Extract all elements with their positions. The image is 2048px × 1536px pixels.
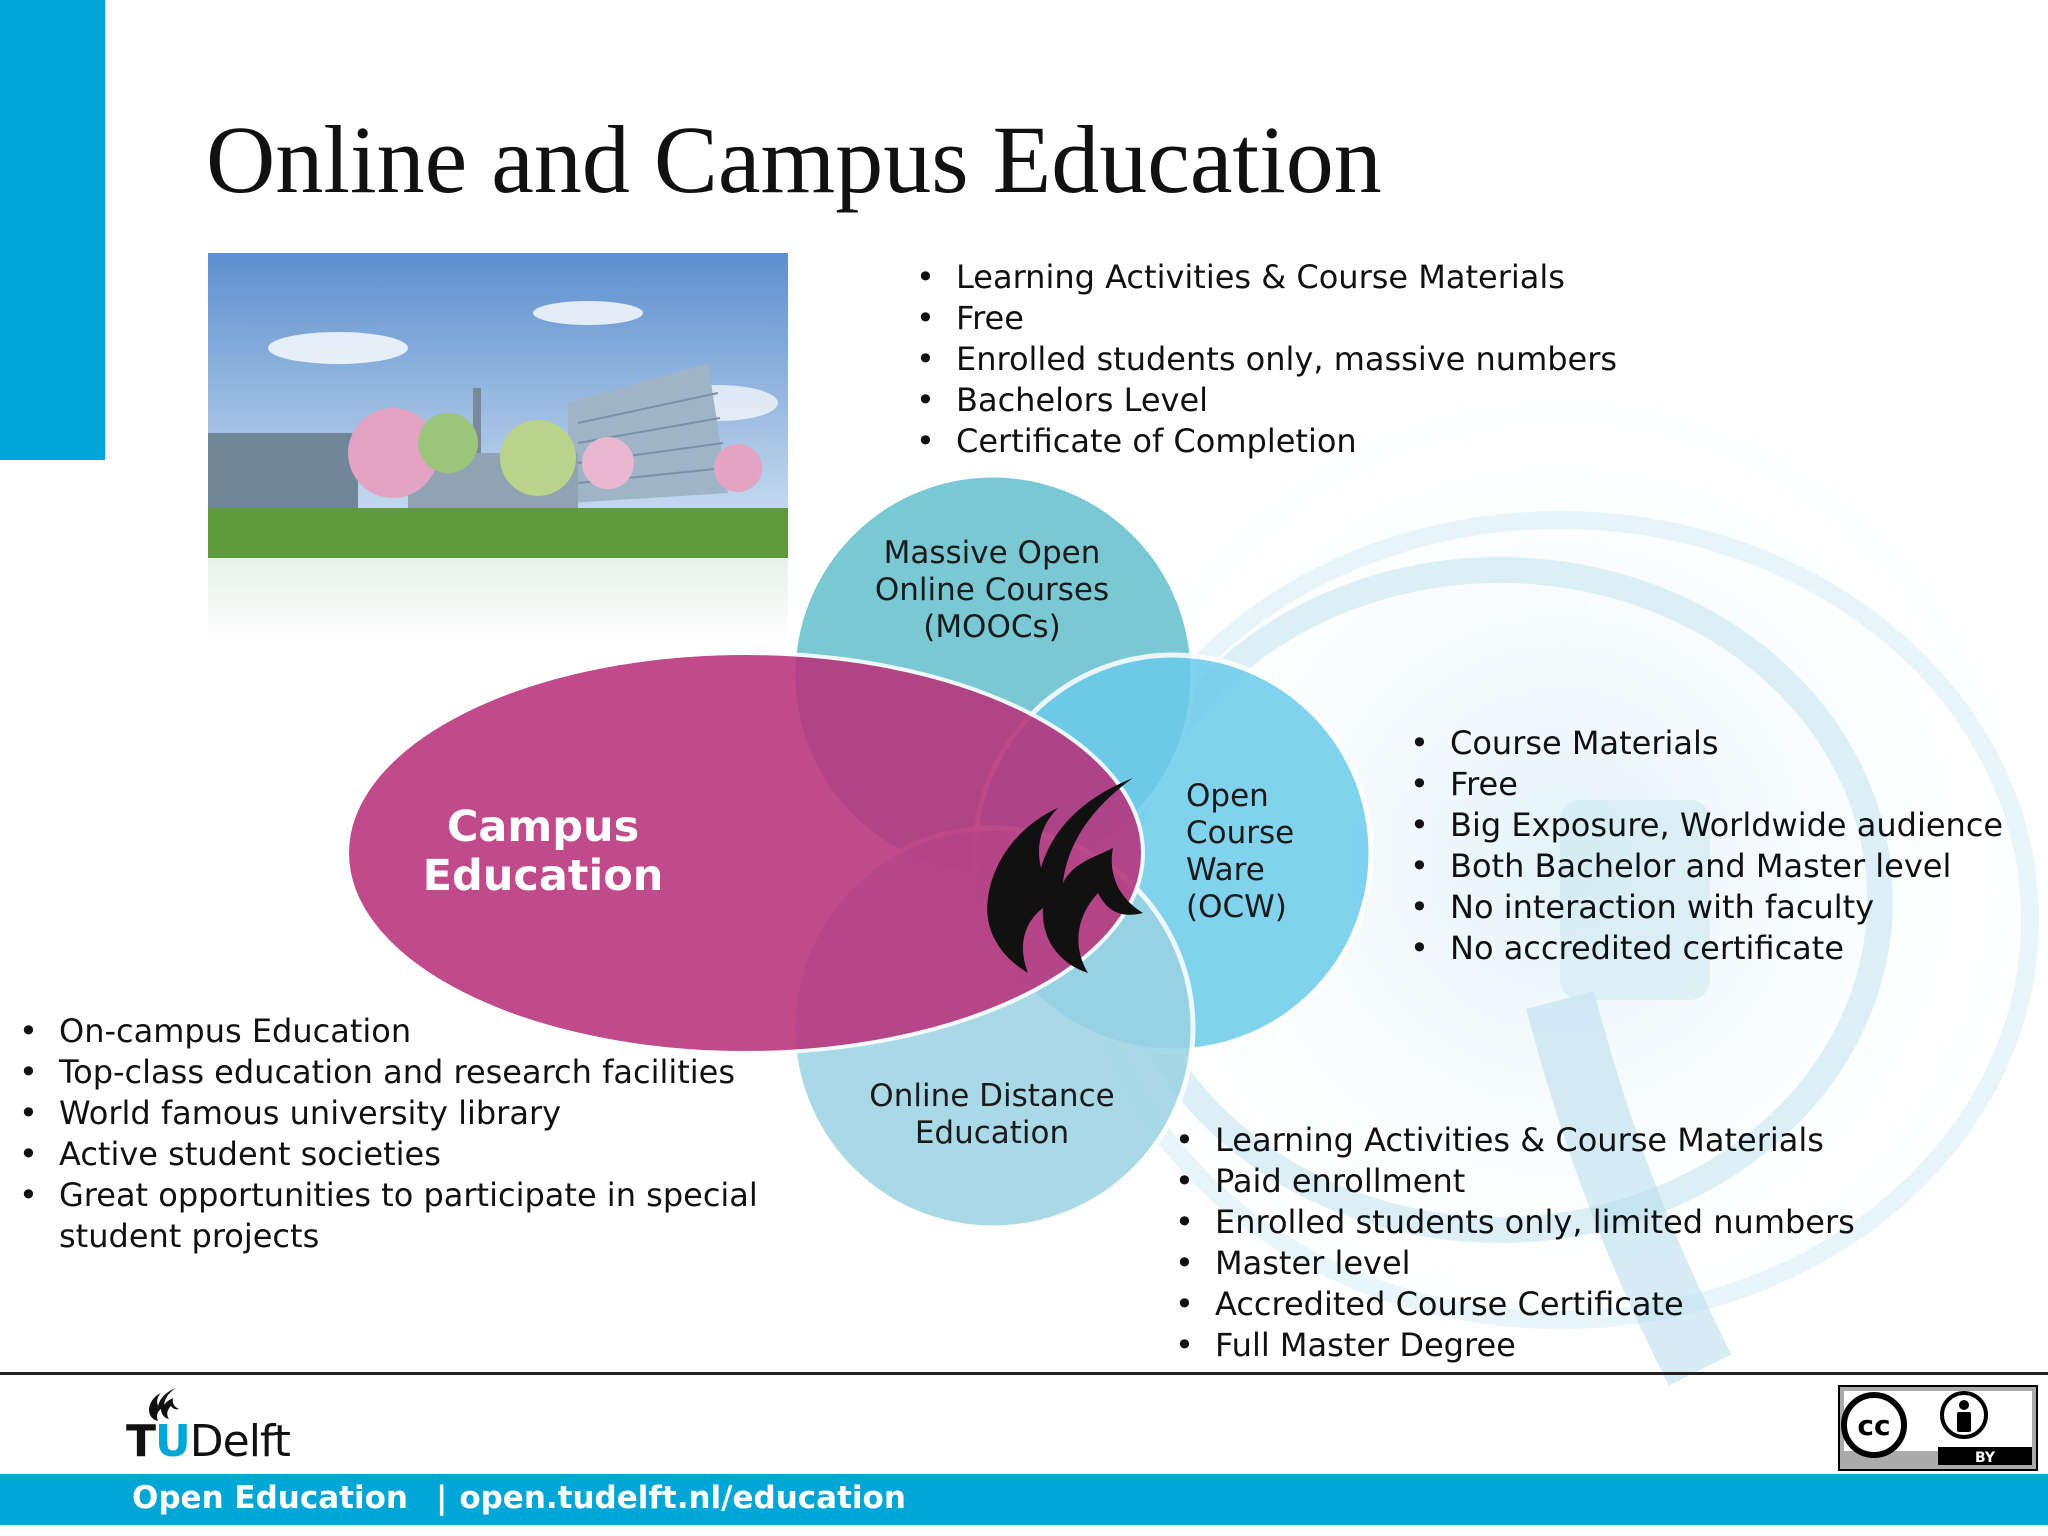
slide-title: Online and Campus Education: [206, 106, 1382, 213]
list-item: • Top-class education and research facilities: [19, 1052, 779, 1093]
mooc-label-line: Online Courses: [874, 572, 1110, 608]
footer-bar: [0, 1474, 2048, 1522]
mooc-label-line: (MOOCs): [923, 609, 1061, 645]
list-item: • Big Exposure, Worldwide audience: [1410, 805, 2003, 846]
list-item: • Free: [916, 298, 1617, 339]
ocw-label-line: Course: [1186, 815, 1295, 851]
list-item: • Active student societies: [19, 1134, 779, 1175]
ocw-label-line: Ware: [1186, 852, 1265, 888]
footer-text: [132, 1480, 906, 1516]
ocw-label: [1186, 778, 1294, 926]
list-item: • Both Bachelor and Master level: [1410, 846, 2003, 887]
by-text: BY: [1974, 1450, 1996, 1466]
logo-delft: Delft: [189, 1416, 290, 1467]
list-item: • Great opportunities to participate in special student projects: [19, 1175, 779, 1257]
campus-label-line: Campus: [446, 802, 640, 852]
footer-bar-bottom: [0, 1522, 2048, 1536]
campus-bullet-list: [19, 1011, 779, 1257]
campus-label-line: Education: [422, 851, 664, 901]
list-item: • Enrolled students only, limited numbers: [1175, 1202, 1855, 1243]
list-item: • On-campus Education: [19, 1011, 779, 1052]
list-item: • Full Master Degree: [1175, 1325, 1855, 1366]
list-item: • Bachelors Level: [916, 380, 1617, 421]
odl-label: [842, 1078, 1142, 1152]
list-item: • Course Materials: [1410, 723, 2003, 764]
list-item: • No interaction with faculty: [1410, 887, 2003, 928]
footer-section-label: Open Education: [132, 1480, 408, 1516]
mooc-bullet-list: [916, 257, 1617, 462]
list-item: • Accredited Course Certificate: [1175, 1284, 1855, 1325]
list-item: • Learning Activities & Course Materials: [1175, 1120, 1855, 1161]
odl-bullet-list: [1175, 1120, 1855, 1366]
logo-wordmark: [126, 1418, 290, 1466]
footer-url-link[interactable]: open.tudelft.nl/education: [459, 1480, 906, 1516]
odl-label-line: Online Distance: [869, 1078, 1115, 1114]
cc-icon: [1844, 1395, 1904, 1455]
ocw-label-line: (OCW): [1186, 889, 1287, 925]
person-icon: [1942, 1393, 1986, 1437]
list-item: • Master level: [1175, 1243, 1855, 1284]
odl-label-line: Education: [914, 1115, 1070, 1151]
footer-separator: |: [435, 1480, 448, 1516]
footer-divider: [0, 1372, 2048, 1375]
logo-t: T: [126, 1416, 156, 1467]
list-item: • Paid enrollment: [1175, 1161, 1855, 1202]
cc-by-license-badge[interactable]: [1838, 1385, 2038, 1471]
list-item: • World famous university library: [19, 1093, 779, 1134]
campus-label: [378, 803, 708, 901]
list-item: • Free: [1410, 764, 2003, 805]
list-item: • Certificate of Completion: [916, 421, 1617, 462]
tudelft-logo[interactable]: [126, 1386, 336, 1466]
mooc-label: [842, 535, 1142, 646]
list-item: • No accredited certificate: [1410, 928, 2003, 969]
ocw-label-line: Open: [1186, 778, 1269, 814]
ocw-bullet-list: [1410, 723, 2003, 969]
mooc-label-line: Massive Open: [883, 535, 1101, 571]
list-item: • Learning Activities & Course Materials: [916, 257, 1617, 298]
list-item: • Enrolled students only, massive numbers: [916, 339, 1617, 380]
logo-u: U: [155, 1416, 190, 1467]
cc-text: cc: [1857, 1409, 1891, 1442]
